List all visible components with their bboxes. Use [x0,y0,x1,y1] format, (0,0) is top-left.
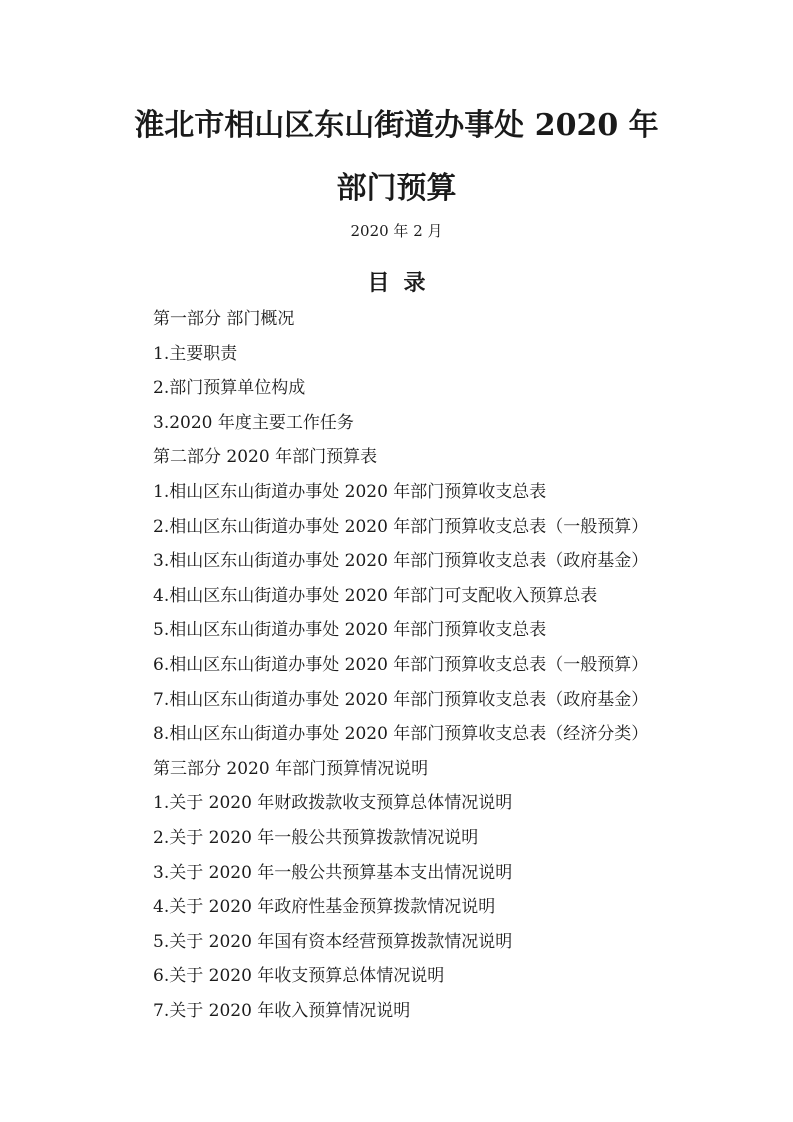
toc-item: 7.相山区东山街道办事处 2020 年部门预算收支总表（政府基金） [153,689,649,710]
toc-item: 2.相山区东山街道办事处 2020 年部门预算收支总表（一般预算） [153,516,649,537]
toc-item: 6.关于 2020 年收支预算总体情况说明 [153,966,445,987]
document-date: 2020 年 2 月 [350,222,443,240]
toc-item: 6.相山区东山街道办事处 2020 年部门预算收支总表（一般预算） [153,654,649,675]
toc-item: 3.关于 2020 年一般公共预算基本支出情况说明 [153,862,513,883]
toc-item: 5.关于 2020 年国有资本经营预算拨款情况说明 [153,931,513,952]
toc-section-3: 第三部分 2020 年部门预算情况说明 [153,758,429,779]
document-title-line-2: 部门预算 [336,171,457,206]
toc-item: 2.关于 2020 年一般公共预算拨款情况说明 [153,827,479,848]
toc-item: 5.相山区东山街道办事处 2020 年部门预算收支总表 [153,620,547,641]
toc-item: 8.相山区东山街道办事处 2020 年部门预算收支总表（经济分类） [153,724,649,745]
toc-item: 3.2020 年度主要工作任务 [153,412,354,433]
toc-list [153,302,648,1028]
document-title-line-1: 淮北市相山区东山街道办事处 2020 年 [134,108,659,143]
toc-item: 4.相山区东山街道办事处 2020 年部门可支配收入预算总表 [153,585,598,606]
toc-item: 3.相山区东山街道办事处 2020 年部门预算收支总表（政府基金） [153,551,649,572]
toc-item: 7.关于 2020 年收入预算情况说明 [153,1000,411,1021]
toc-section-1: 第一部分 部门概况 [153,309,295,329]
toc-item: 2.部门预算单位构成 [153,378,306,399]
toc-item: 1.关于 2020 年财政拨款收支预算总体情况说明 [153,793,513,814]
toc-heading: 目录 [367,270,440,296]
toc-item: 1.主要职责 [153,343,238,364]
toc-item: 1.相山区东山街道办事处 2020 年部门预算收支总表 [153,481,547,502]
toc-section-2: 第二部分 2020 年部门预算表 [153,447,378,468]
toc-item: 4.关于 2020 年政府性基金预算拨款情况说明 [153,897,496,918]
